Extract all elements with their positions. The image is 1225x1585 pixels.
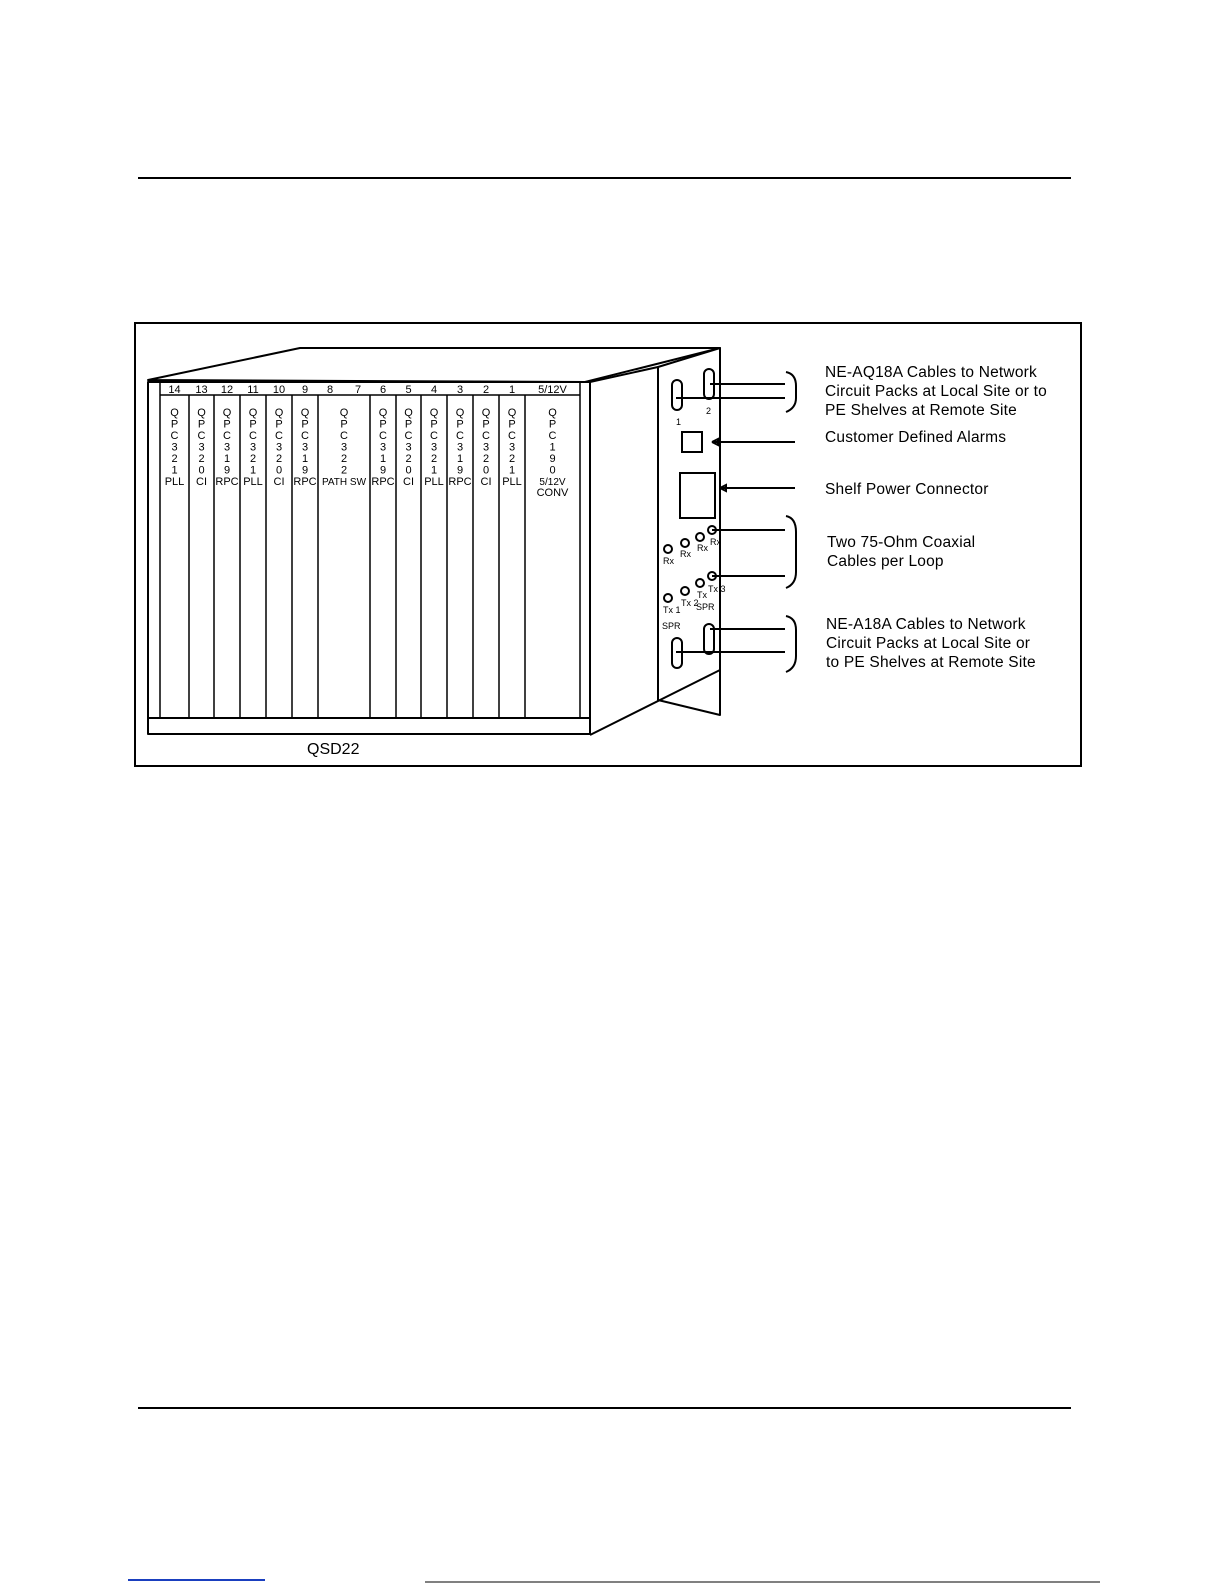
slot-code-char: Q <box>507 407 517 419</box>
connector-2-label: 2 <box>706 406 712 416</box>
slot-code-char: Q <box>455 407 465 419</box>
slot-number: 6 <box>379 384 387 396</box>
slot-code-char: P <box>301 418 309 431</box>
slot-code-char: 0 <box>405 464 412 477</box>
callout-alarms <box>825 428 1006 447</box>
slot-code-char: 1 <box>249 464 257 477</box>
tx-label-2: Tx 2 <box>681 598 699 608</box>
slot-number: 2 <box>482 384 490 396</box>
slot-code-char: 3 <box>249 441 257 454</box>
slot-code-char: 1 <box>430 464 438 477</box>
rx-label-4: Rx <box>710 537 721 547</box>
slot-number: 4 <box>430 384 438 396</box>
slot-code-char: 3 <box>430 441 438 454</box>
slot-code-char: P <box>430 418 438 431</box>
slot-code-char: C <box>275 430 283 442</box>
slot-code-char: 2 <box>198 453 205 465</box>
slot-code-char: 3 <box>340 441 348 454</box>
model-label: QSD22 <box>307 741 360 758</box>
slot-code-char: Q <box>300 407 310 419</box>
tx-label-1: Tx 1 <box>663 605 681 615</box>
bracket-2 <box>786 516 796 588</box>
slot-code-char: C <box>197 430 206 442</box>
slot-code-char: 0 <box>198 464 205 477</box>
slot-code-char: P <box>482 418 490 431</box>
slot-function: RPC <box>215 476 239 488</box>
slot-code-char: 1 <box>223 453 231 465</box>
rx-label-2: Rx <box>680 549 691 559</box>
slot-code-char: P <box>170 418 179 431</box>
slot-code-char: P <box>508 418 516 431</box>
slot-function: CI <box>196 476 207 488</box>
tx-label-3: Tx <box>697 590 707 600</box>
slot-code-char: 3 <box>301 441 309 454</box>
callout-cables-top-line-2: Circuit Packs at Local Site or to <box>825 383 1047 400</box>
callout-cables-top <box>825 363 1047 420</box>
slot-function: CONV <box>536 487 569 499</box>
slot-code-char: 2 <box>340 464 348 477</box>
slot-number: 7 <box>354 384 362 396</box>
slot-code-char: C <box>482 430 490 442</box>
slot-function: RPC <box>371 476 395 488</box>
slot-code-char: 2 <box>482 453 490 465</box>
callout-alarms-line-1: Customer Defined Alarms <box>825 429 1007 446</box>
callout-cables-bottom-line-1: NE-A18A Cables to Network <box>826 616 1026 633</box>
slot-number: 13 <box>195 384 208 396</box>
slot-code-char: 9 <box>456 464 464 477</box>
slot-code-char: P <box>275 418 283 431</box>
slot-code-char: 9 <box>223 464 231 477</box>
slot-code-char: 2 <box>430 453 438 465</box>
slot-number: 1 <box>508 384 516 396</box>
slot-code-char: Q <box>248 407 258 419</box>
callout-cables-top-line-1: NE-AQ18A Cables to Network <box>825 364 1037 381</box>
callout-coax-line-1: Two 75-Ohm Coaxial <box>827 534 976 551</box>
slot-code-char: 3 <box>405 441 412 454</box>
slot-code-char: 2 <box>249 453 257 465</box>
slot-code-char: P <box>340 418 348 431</box>
slot-code-char: 0 <box>482 464 490 477</box>
slot-number: 8 <box>326 384 334 396</box>
slot-number: 3 <box>456 384 464 396</box>
slot-function: PLL <box>424 476 444 488</box>
slot-code-char: 9 <box>379 464 387 477</box>
slot-code-char: 3 <box>456 441 464 454</box>
callout-coax-line-2: Cables per Loop <box>827 553 944 570</box>
slot-code-char: C <box>223 430 231 442</box>
slot-code-char: C <box>404 430 413 442</box>
tx-label-4: Tx 3 <box>708 584 726 594</box>
callout-coax <box>827 533 975 571</box>
slot-code-char: C <box>456 430 464 442</box>
rx-label-1: Rx <box>663 556 674 566</box>
callout-cables-bottom <box>826 615 1036 672</box>
slot-code-char: 1 <box>171 464 178 477</box>
slot-function: RPC <box>448 476 472 488</box>
callout-cables-top-line-3: PE Shelves at Remote Site <box>825 402 1017 419</box>
slot-function: CI <box>273 476 285 488</box>
slot-code-char: Q <box>170 407 179 419</box>
slot-code-char: P <box>548 418 557 431</box>
slot-code-char: 3 <box>482 441 490 454</box>
slot-code-char: C <box>379 430 387 442</box>
slot-code-char: 1 <box>301 453 309 465</box>
callout-power <box>825 480 989 499</box>
shelf-side-panel <box>658 348 720 715</box>
slot-code-char: 3 <box>275 441 283 454</box>
slot-function: CI <box>403 476 414 488</box>
slot-code-char: Q <box>481 407 491 419</box>
shelf-top-face <box>148 348 720 382</box>
scan-edge-marks <box>0 1579 1225 1585</box>
slot-function: 5/12V <box>539 477 566 488</box>
slot-code-char: 3 <box>171 441 178 454</box>
slot-code-char: 0 <box>549 464 556 477</box>
slot-code-char: 3 <box>508 441 516 454</box>
slot-code-char: Q <box>429 407 439 419</box>
slot-code-char: P <box>249 418 257 431</box>
slot-code-char: C <box>430 430 438 442</box>
connector-1-label: 1 <box>676 417 682 427</box>
slot-number: 14 <box>168 384 181 396</box>
spr-label-2: SPR <box>696 602 715 612</box>
slot-code-char: 3 <box>198 441 205 454</box>
bottom-rule <box>138 1407 1071 1409</box>
slot-code-char: 2 <box>171 453 178 465</box>
slot-code-char: 0 <box>275 464 283 477</box>
slot-code-char: Q <box>274 407 284 419</box>
slot-code-char: 1 <box>508 464 516 477</box>
slot-number: 9 <box>301 384 309 396</box>
bracket-1 <box>786 372 796 412</box>
slot-code-char: P <box>456 418 464 431</box>
slot-code-char: 2 <box>508 453 516 465</box>
slot-code-char: 9 <box>549 453 556 465</box>
slot-number: 11 <box>247 384 259 396</box>
slot-code-char: Q <box>339 407 349 419</box>
slot-function: PATH SW <box>321 477 367 488</box>
slot-code-char: 1 <box>549 441 556 454</box>
slot-function: RPC <box>293 476 317 488</box>
slot-number: 10 <box>272 384 286 396</box>
rx-label-3: Rx <box>697 543 708 553</box>
slot-code-char: Q <box>378 407 388 419</box>
slot-code-char: C <box>249 430 257 442</box>
slot-code-char: 2 <box>405 453 412 465</box>
slot-code-char: C <box>301 430 309 442</box>
slot-code-char: Q <box>197 407 206 419</box>
slot-number: 5/12V <box>538 384 567 396</box>
slot-code-char: P <box>404 418 413 431</box>
slot-number: 12 <box>220 384 234 396</box>
slot-code-char: Q <box>222 407 232 419</box>
callout-power-line-1: Shelf Power Connector <box>825 481 989 498</box>
slot-function: CI <box>480 476 492 488</box>
slot-code-char: P <box>379 418 387 431</box>
slot-code-char: P <box>223 418 231 431</box>
slot-number: 5 <box>405 384 412 396</box>
slot-code-char: Q <box>548 407 557 419</box>
spr-label-1: SPR <box>662 621 681 631</box>
slot-function: PLL <box>243 476 263 488</box>
slot-code-char: C <box>340 430 348 442</box>
slot-function: PLL <box>164 476 185 488</box>
callout-cables-bottom-line-3: to PE Shelves at Remote Site <box>826 654 1036 671</box>
slot-code-char: P <box>197 418 206 431</box>
slot-code-char: 1 <box>456 453 464 465</box>
slot-code-char: Q <box>404 407 413 419</box>
bracket-3 <box>786 616 796 672</box>
slot-code-char: 2 <box>340 453 348 465</box>
slot-code-char: C <box>170 430 179 442</box>
slot-code-char: 1 <box>379 453 387 465</box>
slot-code-char: C <box>548 430 557 442</box>
slot-code-char: 3 <box>223 441 231 454</box>
callout-cables-bottom-line-2: Circuit Packs at Local Site or <box>826 635 1031 652</box>
slot-code-char: 2 <box>275 453 283 465</box>
slot-function: PLL <box>502 476 522 488</box>
slot-code-char: C <box>508 430 516 442</box>
slot-code-char: 9 <box>301 464 309 477</box>
slot-code-char: 3 <box>379 441 387 454</box>
